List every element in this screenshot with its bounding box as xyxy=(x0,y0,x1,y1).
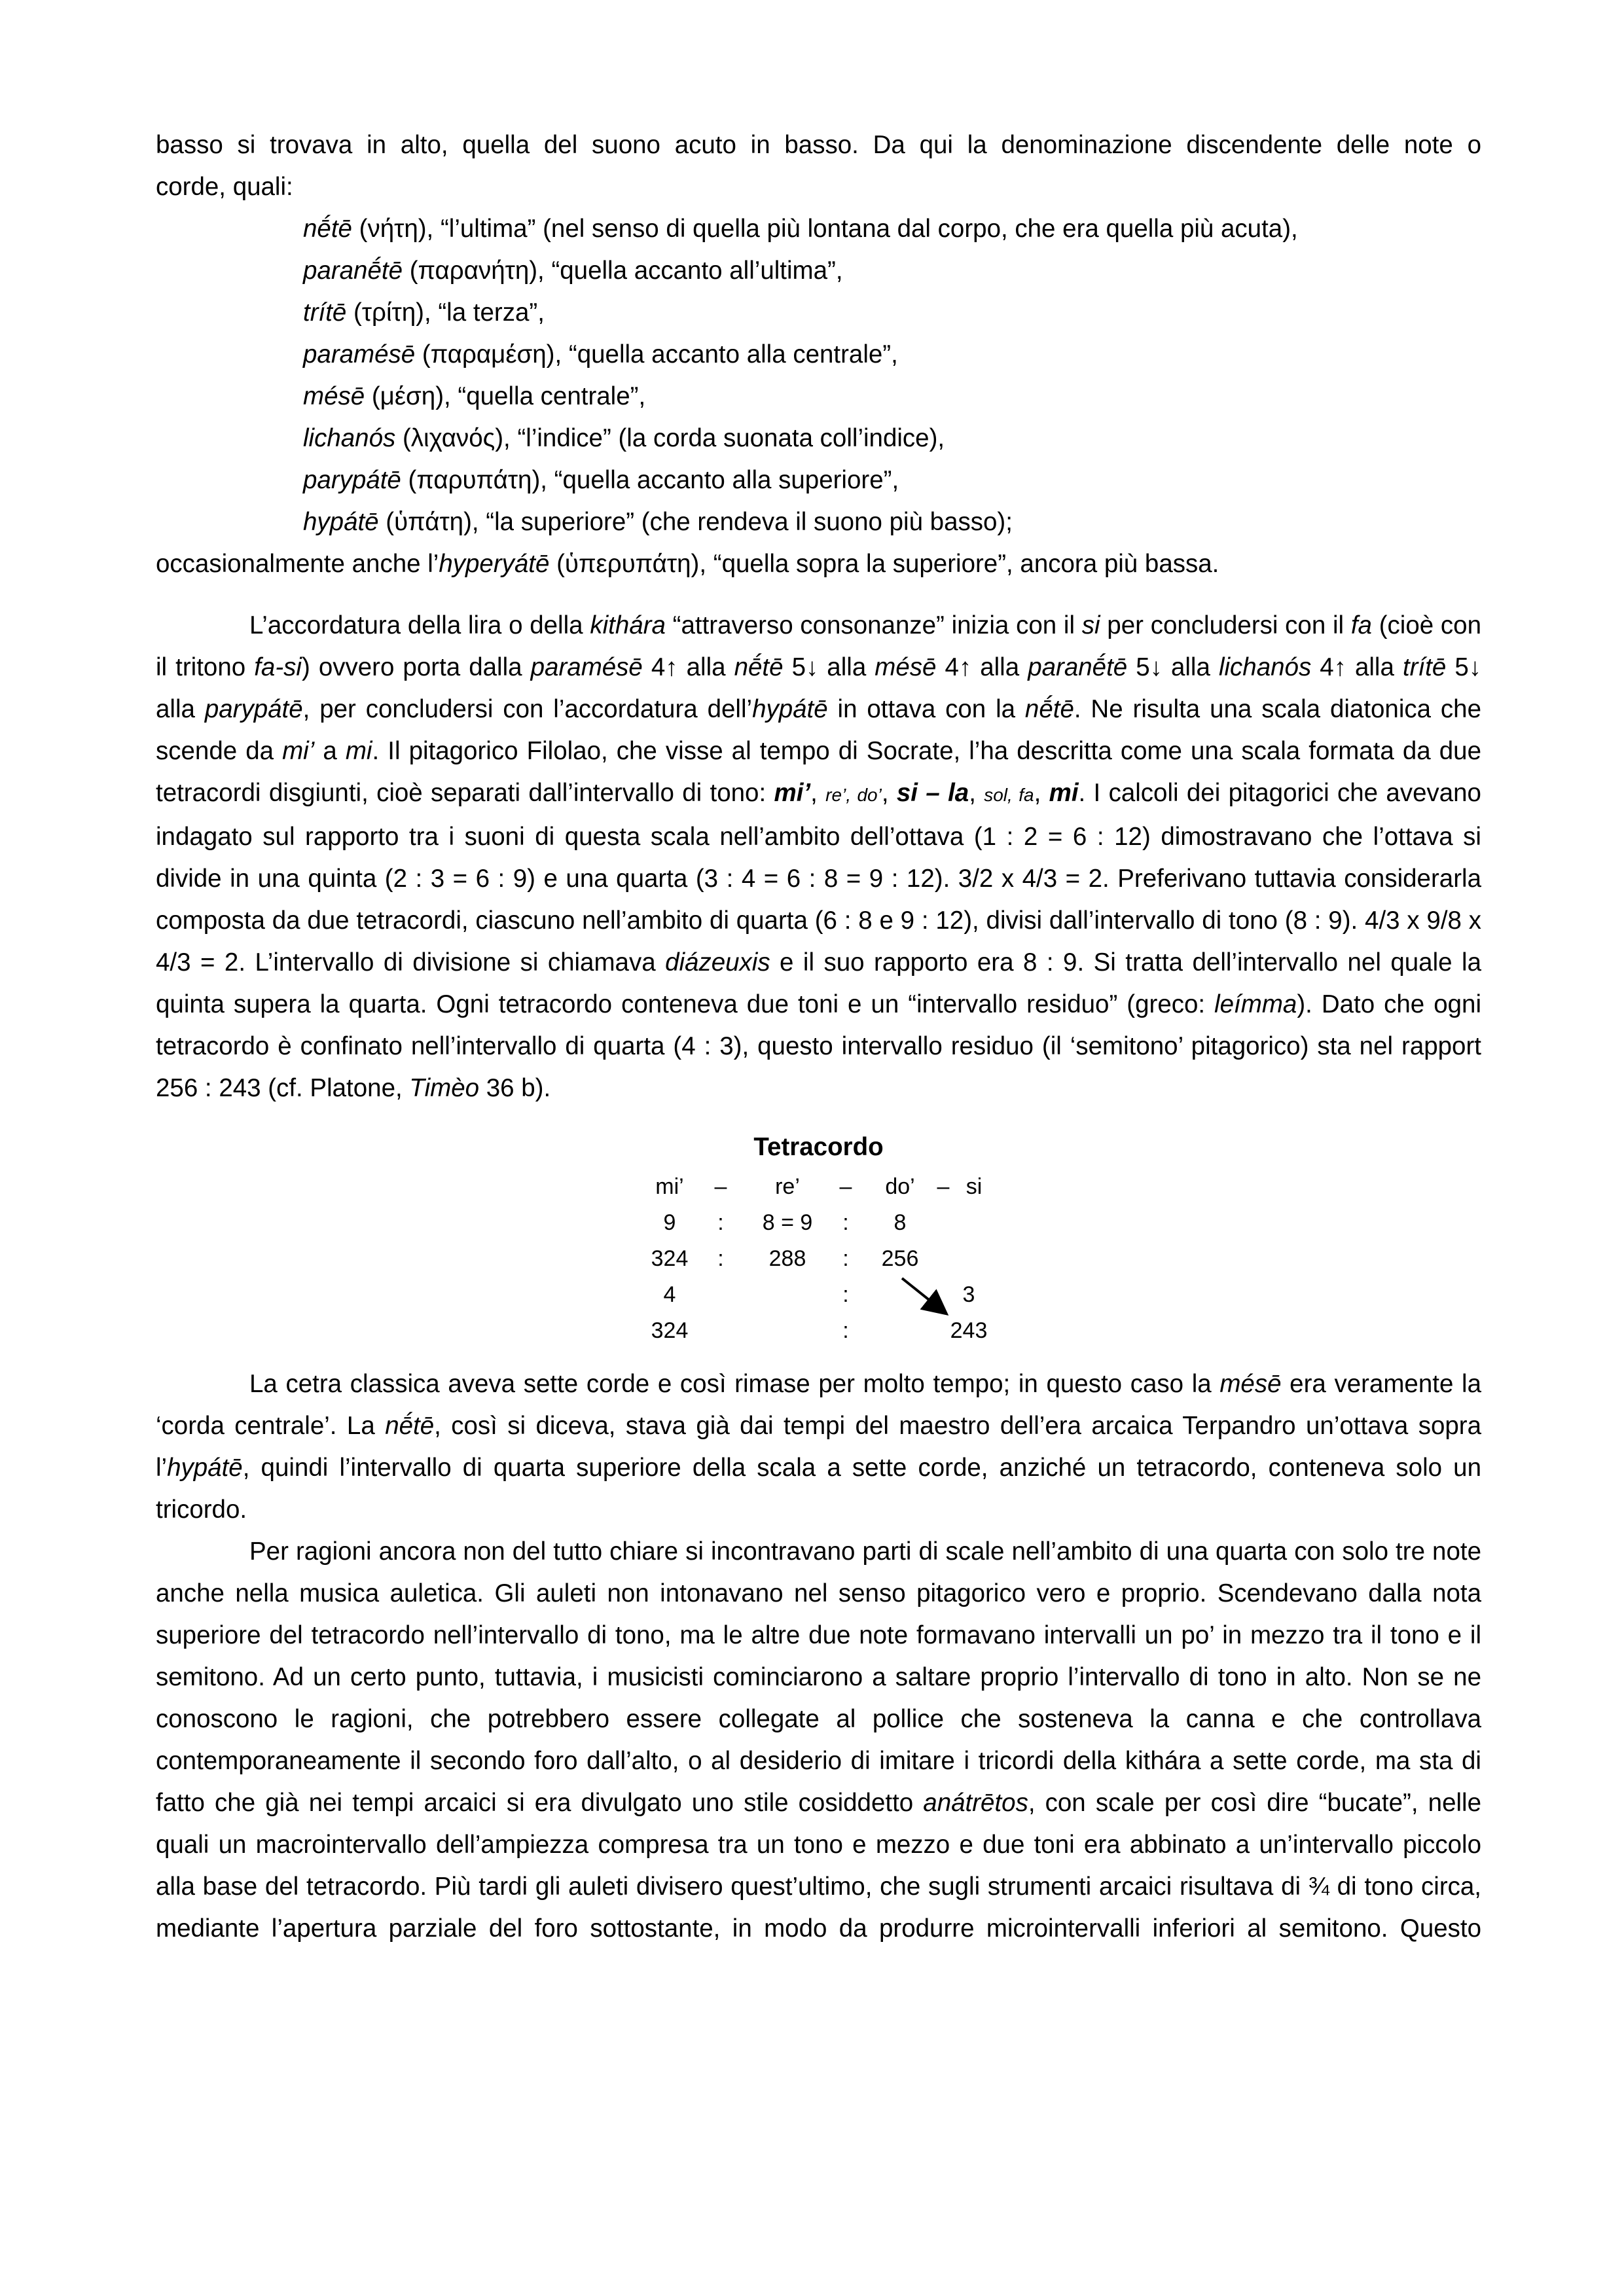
list-item: parypátē (παρυπάτη), “quella accanto alla superiore”, xyxy=(303,466,899,494)
list-item: lichanós (λιχανός), “l’indice” (la corda suonata coll’indice), xyxy=(303,424,945,452)
colon: : xyxy=(842,1246,849,1271)
colon: : xyxy=(842,1282,849,1307)
dash: – xyxy=(714,1174,727,1199)
string-name-list xyxy=(156,208,1481,543)
colon: : xyxy=(842,1318,849,1343)
ratio-value: 243 xyxy=(950,1318,988,1343)
colon: : xyxy=(842,1210,849,1235)
arrow-icon xyxy=(156,1167,1072,1350)
note-label: mi’ xyxy=(655,1174,684,1199)
ratio-value: 256 xyxy=(881,1246,919,1271)
list-item: mésē (μέση), “quella centrale”, xyxy=(303,382,646,410)
colon: : xyxy=(717,1246,724,1271)
list-item: hypátē (ὑπάτη), “la superiore” (che rendeva il suono più basso); xyxy=(303,508,1013,536)
note-label: do’ xyxy=(885,1174,915,1199)
ratio-value: 3 xyxy=(962,1282,975,1307)
ratio-value: 9 xyxy=(663,1210,676,1235)
ratio-value: 8 xyxy=(893,1210,907,1235)
ratio-value: 8 = 9 xyxy=(762,1210,813,1235)
note-label: si xyxy=(965,1174,983,1199)
intro-line: corde, quali: xyxy=(156,173,293,201)
colon: : xyxy=(717,1210,724,1235)
dash: – xyxy=(937,1174,950,1199)
ratio-value: 288 xyxy=(768,1246,806,1271)
list-item: nḗtē (νήτη), “l’ultima” (nel senso di quella più lontana dal corpo, che era quella più acuta), xyxy=(303,215,1298,243)
intro-line: basso si trovava in alto, quella del suono acuto in basso. Da qui la denominazione discendente delle note o xyxy=(156,131,1481,159)
paragraph-string-names xyxy=(156,124,1481,585)
ratio-value: 324 xyxy=(651,1318,689,1343)
note-label: re’ xyxy=(775,1174,800,1199)
list-item: paramésē (παραμέση), “quella accanto alla centrale”, xyxy=(303,340,898,368)
closing-line: occasionalmente anche l’hyperyátē (ὑπερυπάτη), “quella sopra la superiore”, ancora più bassa. xyxy=(156,550,1219,578)
paragraph-cetra: La cetra classica aveva sette corde e così rimase per molto tempo; in questo caso la mésē era veramente la ‘corda centrale’. La nḗtē, così si diceva, stava già dai tempi del maestro dell’era arcaica Terpandro un’ottava sopra l’hypátē, quindi l’intervallo di quarta superiore della scala a sette corde, anziché un tetracordo, conteneva solo un tricordo. xyxy=(156,1370,1481,1524)
list-item: paranḗtē (παρανήτη), “quella accanto all’ultima”, xyxy=(303,257,843,285)
paragraph-auletica: Per ragioni ancora non del tutto chiare si incontravano parti di scale nell’ambito di una quarta con solo tre note anche nella musica auletica. Gli auleti non intonavano nel senso pitagorico vero e proprio. Scendevano dalla nota superiore del tetracordo nell’intervallo di tono, ma le altre due note formavano intervalli un po’ in mezzo tra il tono e il semitono. Ad un certo punto, tuttavia, i musicisti cominciarono a saltare proprio l’intervallo di tono in alto. Non se ne conoscono le ragioni, che potrebbero essere collegate al pollice che sosteneva la canna e che controllava contemporaneamente il secondo foro dall’alto, o al desiderio di imitare i tricordi della kithára a sette corde, ma sta di fatto che già nei tempi arcaici si era divulgato uno stile cosiddetto anátrētos, con scale per così dire “bucate”, nelle quali un macrointervallo dell’ampiezza compresa tra un tono e mezzo e due toni era abbinato a un’intervallo piccolo alla base del tetracordo. Più tardi gli auleti divisero quest’ultimo, che sugli strumenti arcaici risultava di ¾ di tono circa, mediante l’apertura parziale del foro sottostante, in modo da produrre microintervalli inferiori al semitono. Questo xyxy=(156,1537,1482,1943)
ratio-value: 324 xyxy=(651,1246,689,1271)
paragraph-tuning: L’accordatura della lira o della kithára “attraverso consonanze” inizia con il si per concludersi con il fa (cioè con il tritono fa-si) ovvero porta dalla paramésē 4↑ alla nḗtē 5↓ alla mésē 4↑ alla paranḗtē 5↓ alla lichanós 4↑ alla trítē 5↓ alla parypátē, per concludersi con l’accordatura dell’hypátē in ottava con la nḗtē. Ne risulta una scala diatonica che scende da mi’ a mi. Il pitagorico Filolao, che visse al tempo di Socrate, l’ha descritta come una scala formata da due tetracordi disgiunti, cioè separati dall’intervallo di tono: mi’, re’, do’, si – la, sol, fa, mi. I calcoli dei pitagorici che avevano indagato sul rapporto tra i suoni di questa scala nell’ambito dell’ottava (1 : 2 = 6 : 12) dimostravano che l’ottava si divide in una quinta (2 : 3 = 6 : 9) e una quarta (3 : 4 = 6 : 8 = 9 : 12). 3/2 x 4/3 = 2. Preferivano tuttavia considerarla composta da due tetracordi, ciascuno nell’ambito di quarta (6 : 8 e 9 : 12), divisi dall’intervallo di tono (8 : 9). 4/3 x 9/8 x 4/3 = 2. L’intervallo di divisione si chiamava diázeuxis e il suo rapporto era 8 : 9. Si tratta dell’intervallo nel quale la quinta supera la quarta. Ogni tetracordo conteneva due toni e un “intervallo residuo” (greco: leímma). Dato che ogni tetracordo è confinato nell’intervallo di quarta (4 : 3), questo intervallo residuo (il ‘semitono’ pitagorico) sta nel rapport 256 : 243 (cf. Platone, Timèo 36 b). xyxy=(156,611,1482,1102)
document-page xyxy=(156,124,1481,1950)
dash: – xyxy=(839,1174,852,1199)
tetracordo-diagram xyxy=(156,1167,1481,1350)
ratio-value: 4 xyxy=(663,1282,676,1307)
list-item: trítē (τρίτη), “la terza”, xyxy=(303,298,545,327)
tetracordo-title: Tetracordo xyxy=(753,1133,884,1161)
